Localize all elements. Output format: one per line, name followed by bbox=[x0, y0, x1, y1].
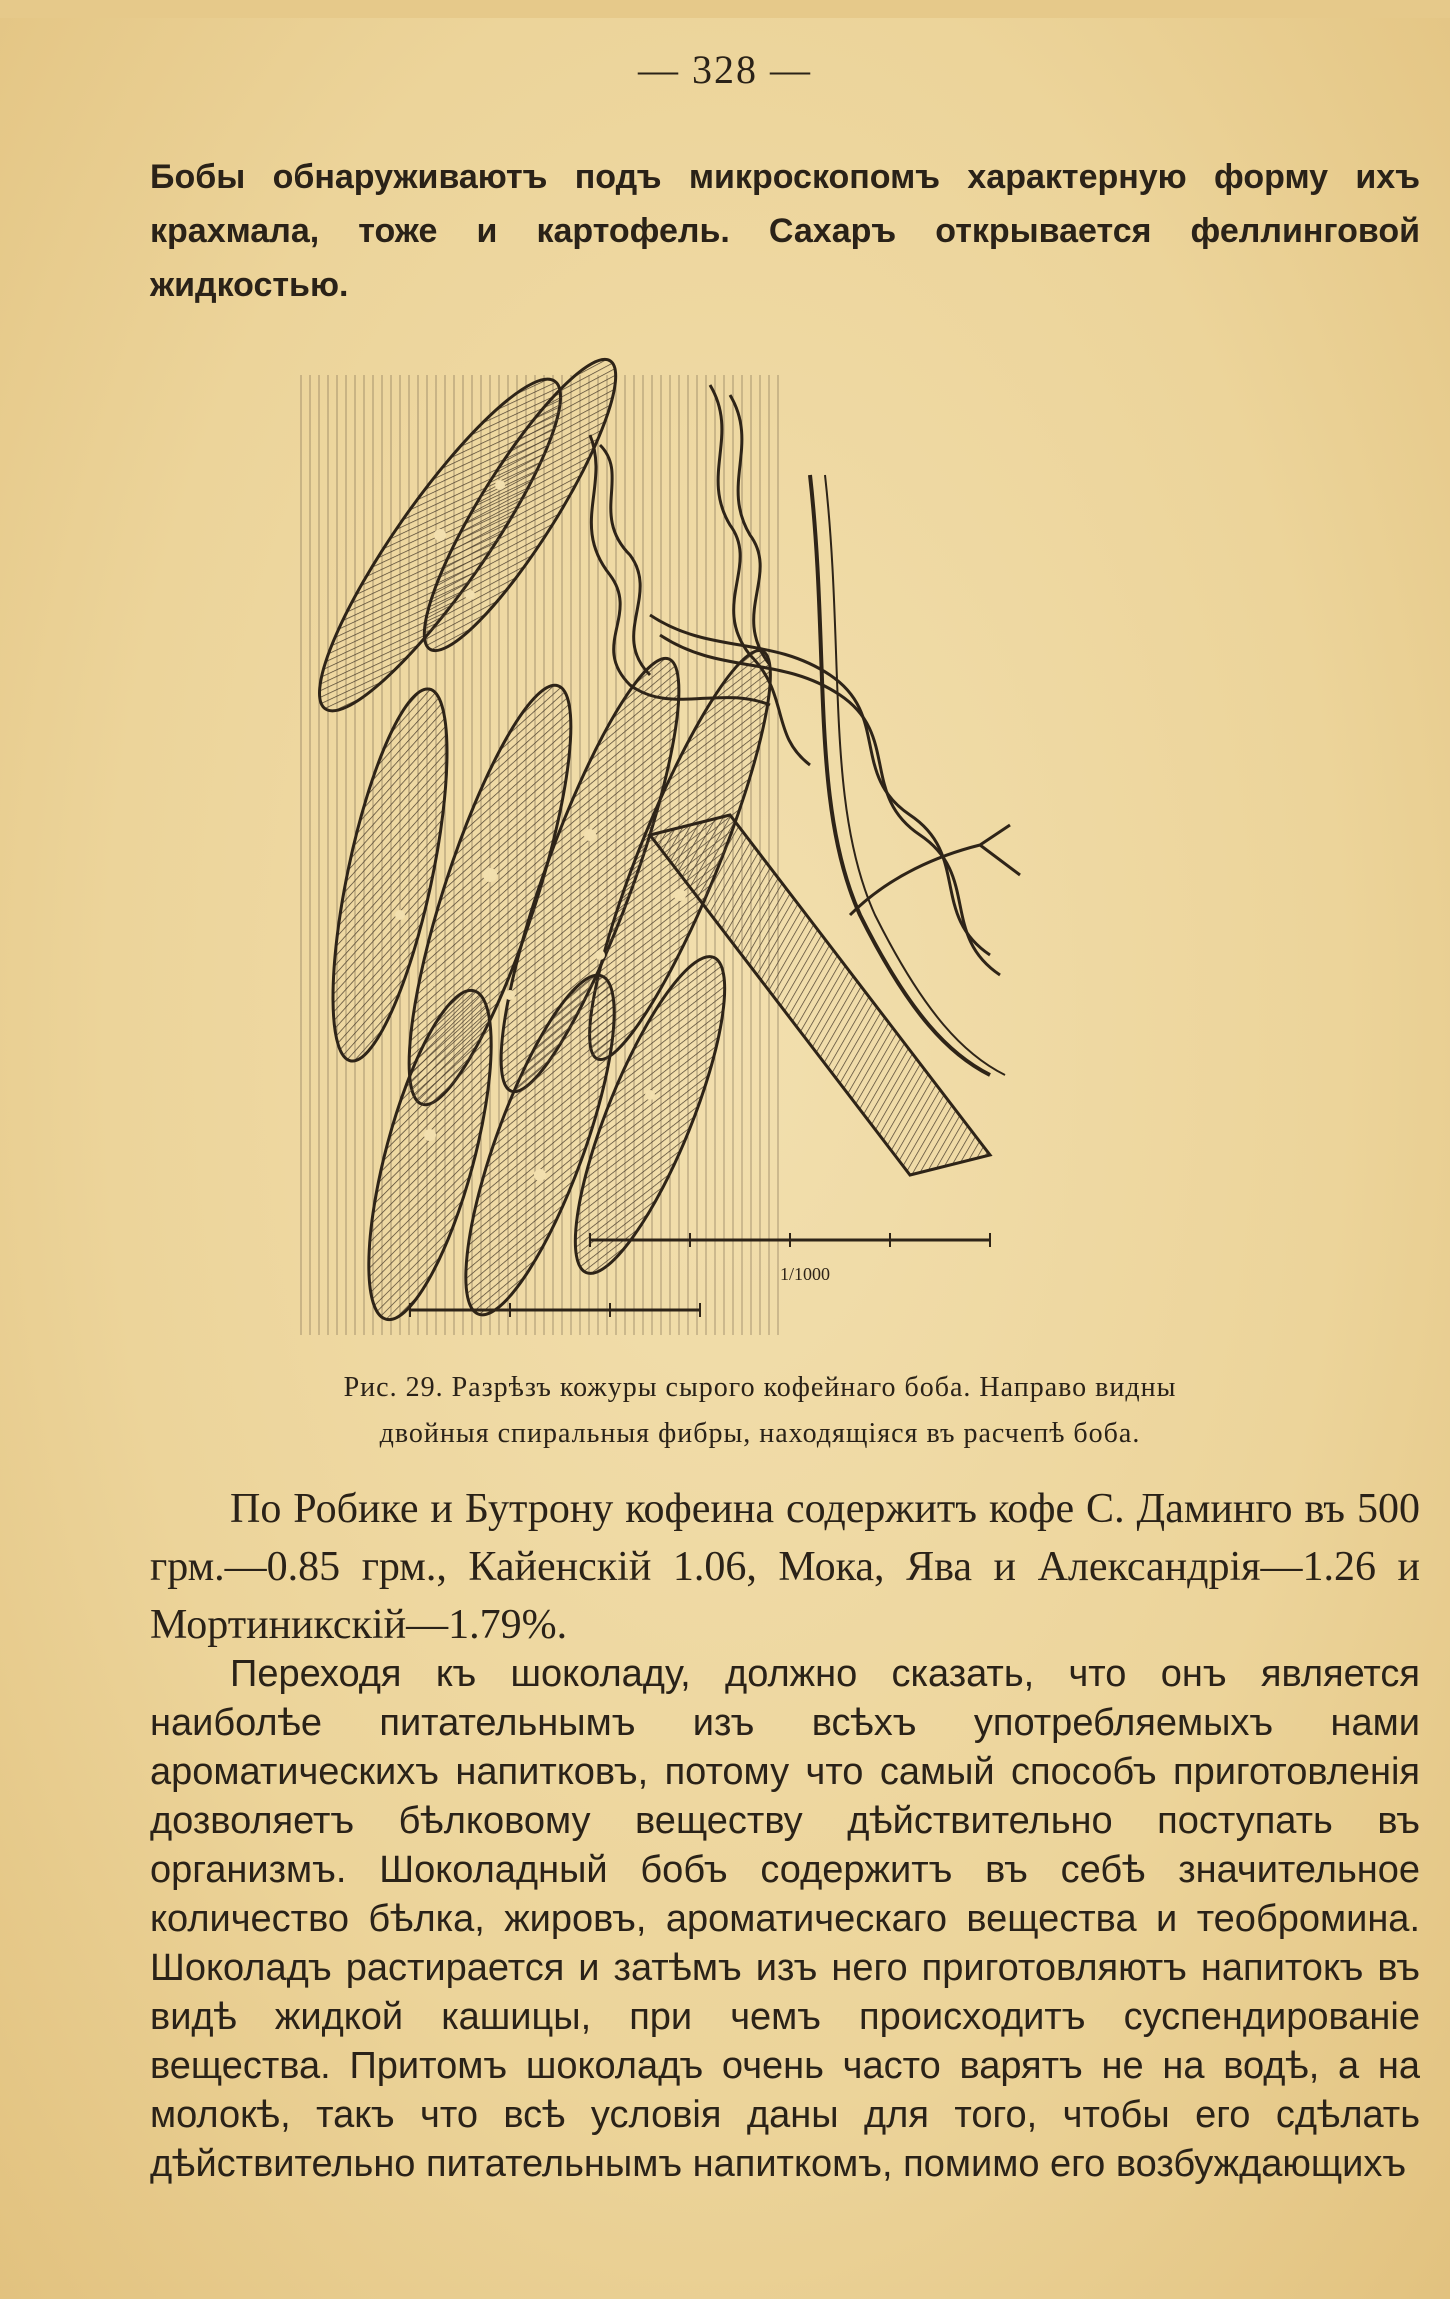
caption-line-2: двойныя спиральныя фибры, находящіяся въ расчепѣ боба. bbox=[379, 1418, 1141, 1449]
figure-coffee-bean-section bbox=[290, 355, 1280, 1355]
paragraph-chocolate: Переходя къ шоколаду, должно сказать, что онъ является наиболѣе питательнымъ изъ всѣхъ употребляемыхъ нами ароматическихъ напитковъ, потому что самый способъ приготовленія дозволяетъ бѣлковому веществу дѣйствительно поступать въ организмъ. Шоколадный бобъ содержитъ въ себѣ значительное количество бѣлка, жировъ, ароматическаго вещества и теобромина. Шоколадъ растирается и затѣмъ изъ него приготовляютъ напитокъ въ видѣ жидкой кашицы, при чемъ происходитъ суспендированіе вещества. Притомъ шоколадъ очень часто варятъ не на водѣ, а на молокѣ, такъ что всѣ условія даны для того, чтобы его сдѣлать дѣйствительно питательнымъ напиткомъ, помимо его возбуждающихъ bbox=[150, 1653, 1420, 2185]
page-edge bbox=[0, 0, 1450, 18]
page-number: — 328 — bbox=[638, 47, 812, 92]
figure-caption bbox=[200, 1365, 1320, 1457]
micrograph-illustration bbox=[290, 355, 1280, 1355]
paragraph-beans-microscope: Бобы обнаруживаютъ подъ микроскопомъ характерную форму ихъ крахмала, тоже и картофель. Сахаръ открывается феллинговой жидкостью. bbox=[150, 158, 1420, 304]
scale-label: 1/1000 bbox=[780, 1264, 831, 1284]
paragraph-caffeine-content: По Робике и Бутрону кофеина содержитъ кофе С. Даминго въ 500 грм.—0.85 грм., Кайенскій 1.06, Мока, Ява и Александрія—1.26 и Мортиникскій—1.79%. bbox=[150, 1486, 1420, 1648]
caption-line-1: Рис. 29. Разрѣзъ кожуры сырого кофейнаго боба. Направо видны bbox=[343, 1372, 1177, 1403]
